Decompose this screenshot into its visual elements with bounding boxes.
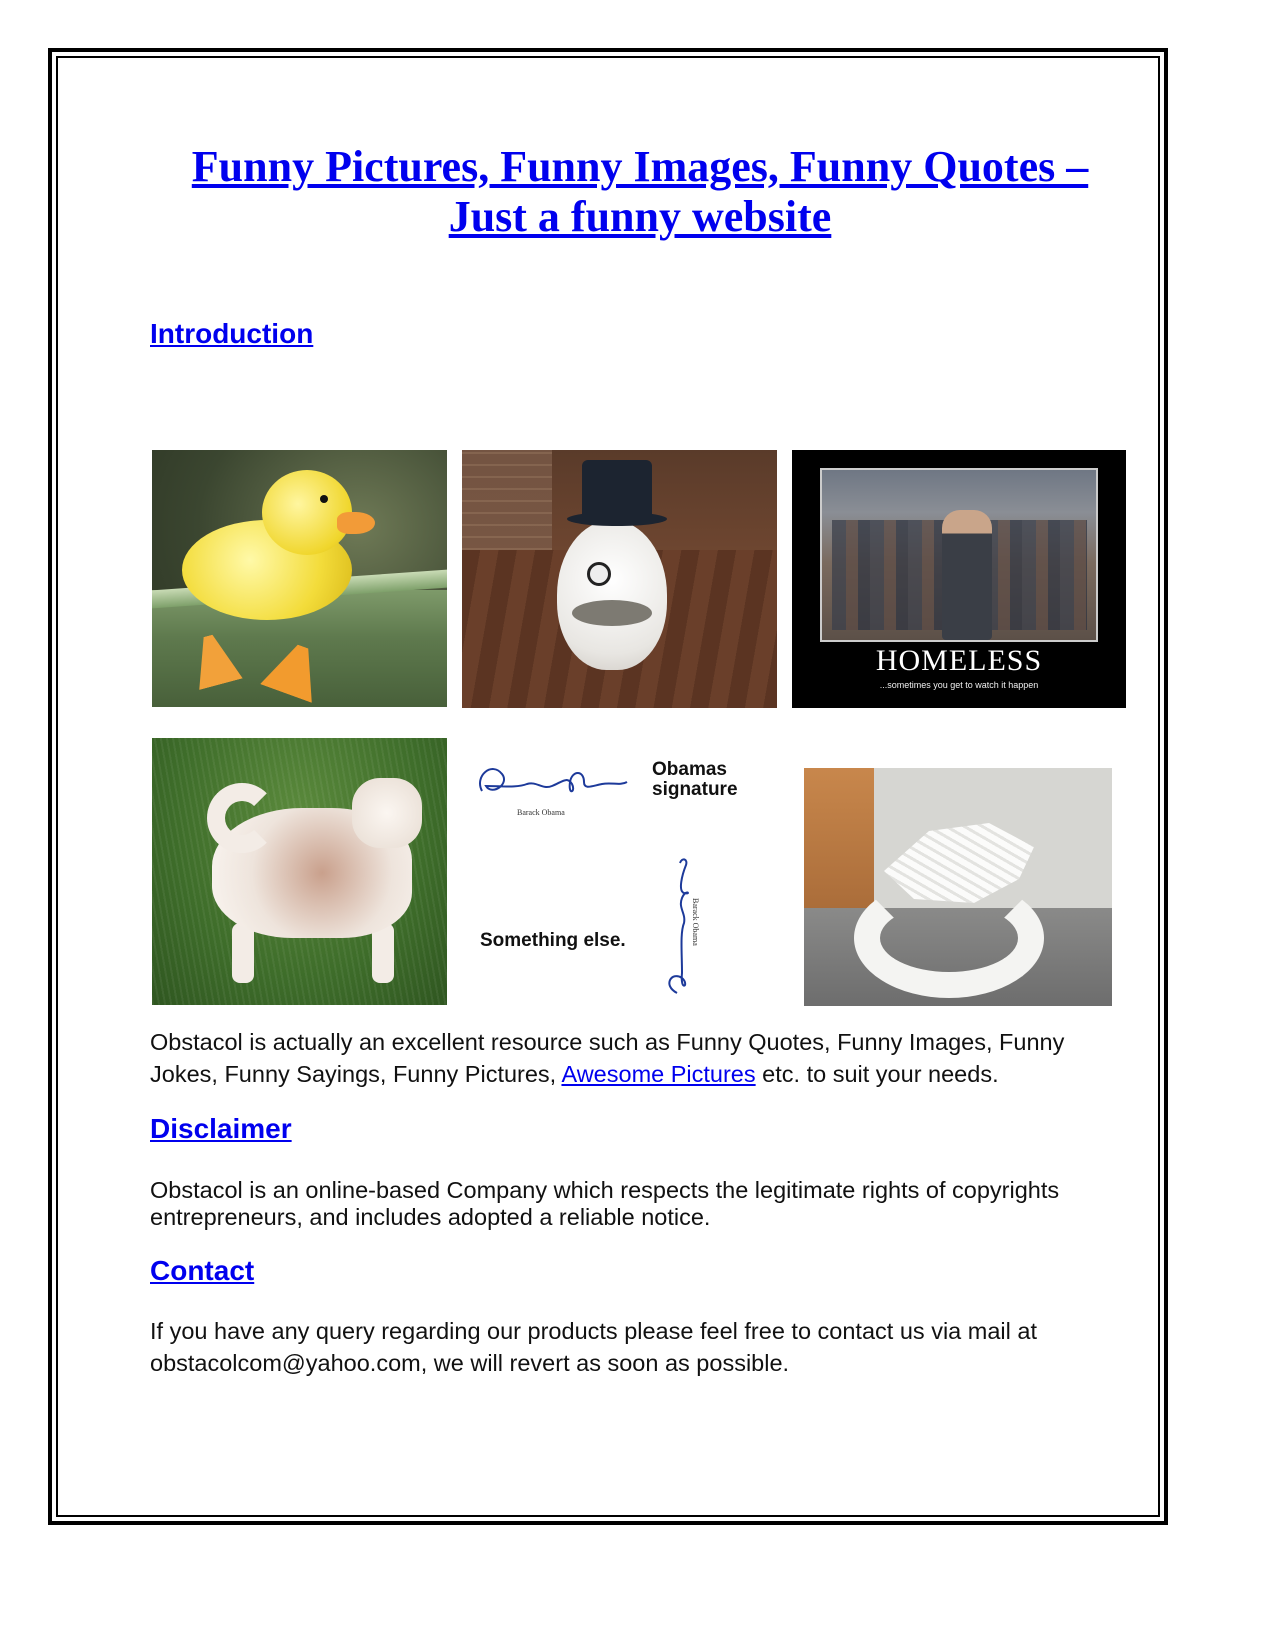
dog-with-top-hat-image (462, 450, 777, 708)
disclaimer-paragraph: Obstacol is an online-based Company which respects the legitimate rights of copyrights entrepreneurs, and includes adopted a reliable notice. (150, 1177, 1060, 1230)
signature-vertical (652, 853, 712, 1003)
signature-horizontal (472, 756, 632, 806)
poster-subcaption: ...sometimes you get to watch it happen (879, 680, 1039, 690)
page-title-line-1[interactable]: Funny Pictures, Funny Images, Funny Quotes – (191, 142, 1089, 191)
contact-paragraph: If you have any query regarding our products please feel free to contact us via mail at obstacolcom@yahoo.com, we will revert as soon as possible. (150, 1318, 1037, 1376)
page-title[interactable] (120, 142, 1160, 242)
paper-dragon-image (804, 768, 1112, 1006)
intro-paragraph: Obstacol is actually an excellent resource such as Funny Quotes, Funny Images, Funny Jokes, Funny Sayings, Funny Pictures, Awesome Pictures etc. to suit your needs. (150, 1029, 1065, 1087)
awesome-pictures-link[interactable]: Awesome Pictures (561, 1061, 756, 1087)
poster-caption: HOMELESS (875, 644, 1043, 677)
introduction-heading[interactable]: Introduction (150, 318, 314, 349)
signatures-image (462, 738, 762, 1008)
signature-label-2: Something else. (480, 930, 626, 951)
signature-label-1: Obamas signature (652, 759, 738, 800)
duckling-image (152, 450, 447, 707)
homeless-poster-image (792, 450, 1126, 708)
disclaimer-heading[interactable]: Disclaimer (150, 1113, 292, 1144)
contact-heading[interactable]: Contact (150, 1255, 255, 1286)
page-title-line-2[interactable]: Just a funny website (448, 192, 832, 241)
dog-on-grass-image (152, 738, 447, 1005)
signature-name-2: Barack Obama (691, 898, 700, 946)
signature-name-1: Barack Obama (517, 808, 565, 817)
